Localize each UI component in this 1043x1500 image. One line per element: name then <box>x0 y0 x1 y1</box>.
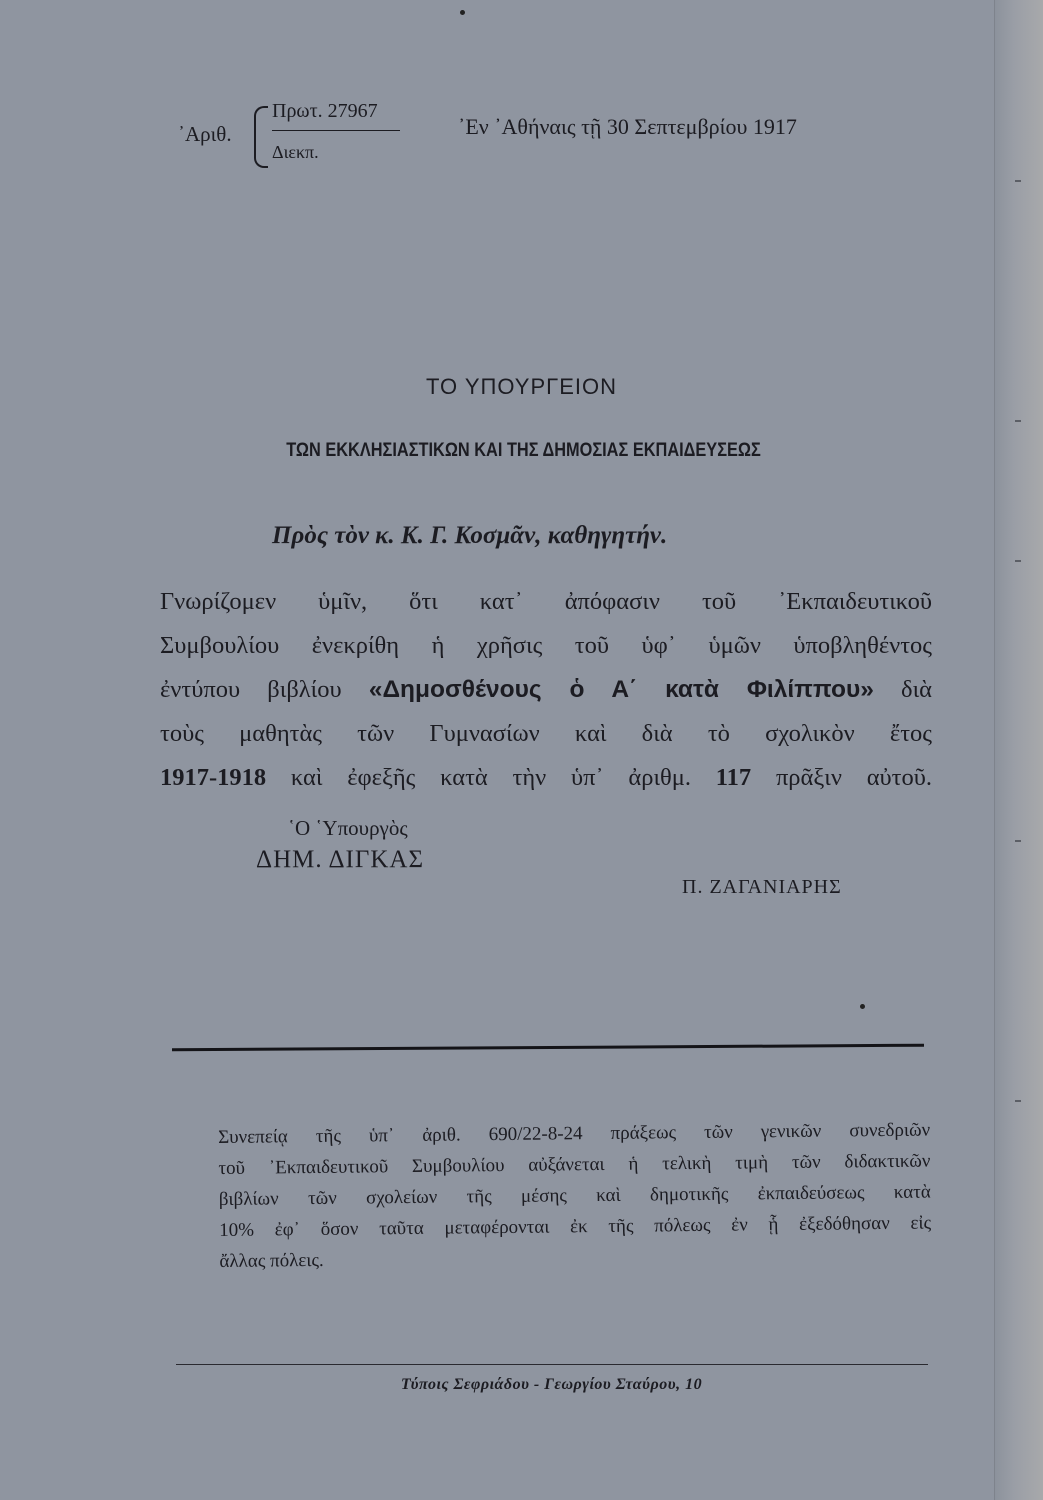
recipient-line: Πρὸς τὸν κ. Κ. Γ. Κοσμᾶν, καθηγητήν. <box>272 522 668 549</box>
printer-imprint: Τύποις Σεφριάδου - Γεωργίου Σταύρου, 10 <box>400 1376 703 1393</box>
letter-line: 1917-1918 καὶ ἐφεξῆς κατὰ τὴν ὑπ᾽ ἀριθμ. 117 πρᾶξιν αὐτοῦ. <box>160 764 933 791</box>
letter-line: ἐντύπου βιβλίου «Δημοσθένους ὁ Α΄ κατὰ Φιλίππου» διὰ <box>160 676 933 703</box>
document-header <box>178 100 878 170</box>
number-label: ᾿Αριθ. <box>178 122 232 146</box>
protocol-number: Πρωτ. 27967 <box>272 100 378 122</box>
notice-line: ἄλλας πόλεις. <box>219 1249 324 1272</box>
book-title: «Δημοσθένους ὁ Α΄ κατὰ Φιλίππου» <box>368 676 874 703</box>
notice-line: Συνεπείᾳ τῆς ὑπ᾽ ἀριθ. 690/22-8-24 πράξεως τῶν γενικῶν συνεδριῶν <box>218 1119 931 1148</box>
letter-line: Συμβουλίου ἐνεκρίθη ἡ χρῆσις τοῦ ὑφ᾽ ὑμῶν ὑποβληθέντος <box>160 632 932 659</box>
ministry-title: ΤΟ ΥΠΟΥΡΓΕΙΟΝ <box>425 374 618 399</box>
section-divider <box>172 1044 924 1052</box>
protocol-rule <box>272 130 400 131</box>
minister-name: ΔΗΜ. ΔΙΓΚΑΣ <box>256 846 424 873</box>
letter-body <box>160 580 932 800</box>
footer-divider <box>176 1364 928 1365</box>
ink-speck <box>860 1004 865 1009</box>
dispatch-label: Διεκπ. <box>272 142 319 162</box>
notice-line: τοῦ ᾿Εκπαιδευτικοῦ Συμβουλίου αὐξάνεται ἡ τελικὴ τιμὴ τῶν διδακτικῶν <box>218 1150 931 1179</box>
letter-line: Γνωρίζομεν ὑμῖν, ὅτι κατ᾽ ἀπόφασιν τοῦ ᾿Εκπαιδευτικοῦ <box>160 588 932 615</box>
letter-line: τοὺς μαθητὰς τῶν Γυμνασίων καὶ διὰ τὸ σχολικὸν ἔτος <box>160 720 932 747</box>
minister-title: ῾Ο ῾Υπουργὸς <box>288 816 408 840</box>
page-binding-edge <box>994 0 1043 1500</box>
date-line: ᾿Εν ᾿Αθήναις τῇ 30 Σεπτεμβρίου 1917 <box>458 114 797 139</box>
price-notice <box>218 1115 932 1277</box>
ministry-department: ΤΩΝ ΕΚΚΛΗΣΙΑΣΤΙΚΩΝ ΚΑΙ ΤΗΣ ΔΗΜΟΣΙΑΣ ΕΚΠΑΙΔΕΥΣΕΩΣ <box>286 440 761 461</box>
notice-line: βιβλίων τῶν σχολείων τῆς μέσης καὶ δημοτικῆς ἐκπαιδεύσεως κατὰ <box>218 1181 931 1210</box>
brace-icon <box>254 106 268 168</box>
ink-speck <box>460 10 465 15</box>
notice-line: 10% ἐφ᾽ ὅσον ταῦτα μεταφέρονται ἐκ τῆς πόλεως ἐν ᾗ ἐξεδόθησαν εἰς <box>219 1212 932 1241</box>
school-year: 1917-1918 <box>160 764 267 791</box>
act-number: 117 <box>715 764 752 791</box>
second-signatory: Π. ΖΑΓΑΝΙΑΡΗΣ <box>682 876 842 898</box>
